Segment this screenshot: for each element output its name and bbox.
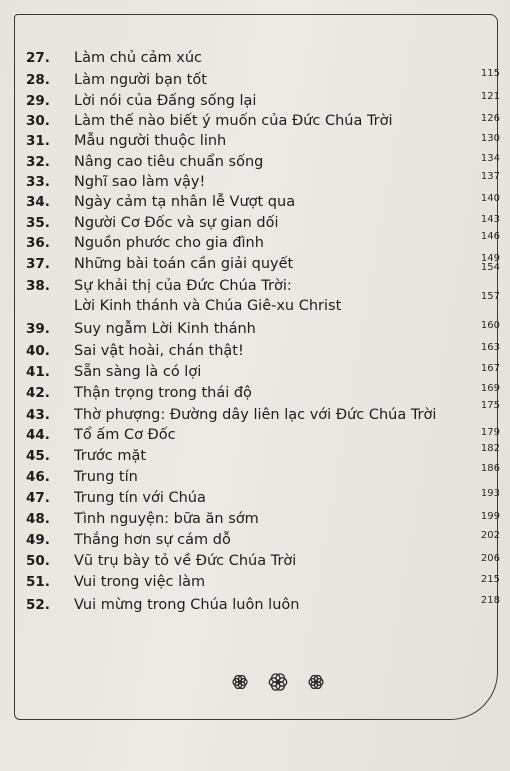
entry-page-number: 169 — [480, 383, 500, 394]
toc-entry — [0, 319, 510, 339]
toc-entry — [0, 443, 510, 466]
entry-number: 30. — [26, 113, 50, 129]
entry-number: 40. — [26, 343, 50, 359]
entry-title: Sai vật hoài, chán thật! — [74, 343, 244, 359]
toc-entry — [0, 111, 510, 131]
toc-entry — [0, 70, 510, 90]
entry-title: Mẫu người thuộc linh — [74, 133, 227, 149]
entry-page-number: 140 — [480, 193, 500, 204]
entry-page-number: 134 — [480, 153, 500, 164]
entry-page-number: 163 — [480, 342, 500, 353]
toc-entry — [0, 362, 510, 382]
entry-title: Làm chủ cảm xúc — [74, 50, 202, 66]
entry-page-number: 115 — [480, 68, 500, 79]
toc-entry — [0, 341, 510, 361]
entry-title: Sự khải thị của Đức Chúa Trời: — [74, 278, 292, 294]
entry-title: Nguồn phước cho gia đình — [74, 235, 264, 251]
entry-page-number: 199 — [480, 511, 500, 522]
entry-page-number: 206 — [480, 553, 500, 564]
entry-number: 38. — [26, 278, 50, 294]
entry-number: 45. — [26, 448, 50, 464]
entry-title: Trung tín — [74, 469, 138, 485]
entry-number: 33. — [26, 174, 50, 190]
entry-title: Thắng hơn sự cám dỗ — [74, 532, 231, 548]
entry-page-number: 121 — [480, 91, 500, 102]
entry-number: 28. — [26, 72, 50, 88]
entry-page-number: 193 — [480, 488, 500, 499]
entry-page-number: 179 — [480, 427, 500, 438]
toc-entry — [0, 509, 510, 529]
entry-title: Thận trọng trong thái độ — [74, 385, 252, 401]
flower-icon — [269, 674, 286, 690]
entry-number: 46. — [26, 469, 50, 485]
entry-title: Trung tín với Chúa — [74, 490, 206, 506]
toc-entry — [0, 48, 510, 68]
entry-number: 29. — [26, 93, 50, 109]
entry-title: Tổ ấm Cơ Đốc — [74, 427, 176, 443]
flower-icon — [233, 676, 247, 689]
entry-page-number: 143 — [480, 214, 500, 225]
toc-entry — [0, 172, 510, 192]
entry-page-number: 157 — [480, 291, 500, 302]
entry-number: 50. — [26, 553, 50, 569]
entry-number: 47. — [26, 490, 50, 506]
toc-entry — [0, 400, 510, 425]
entry-title: Nghĩ sao làm vậy! — [74, 174, 206, 190]
entry-title: Tình nguyện: bữa ăn sớm — [74, 511, 259, 527]
entry-title: Người Cơ Đốc và sự gian dối — [74, 215, 279, 231]
toc-entry — [0, 595, 510, 615]
entry-page-number: 130 — [480, 133, 500, 144]
entry-title: Làm người bạn tốt — [74, 72, 207, 88]
entry-number: 51. — [26, 574, 50, 590]
entry-title: Thờ phượng: Đường dây liên lạc với Đức Chúa Trời — [74, 407, 437, 423]
entry-number: 48. — [26, 511, 50, 527]
entry-page-number: 202 — [480, 530, 500, 541]
entry-title: Suy ngẫm Lời Kinh thánh — [74, 321, 256, 337]
toc-entry — [0, 572, 510, 592]
entry-number: 34. — [26, 194, 50, 210]
entry-title: Vũ trụ bày tỏ về Đức Chúa Trời — [74, 553, 297, 569]
entry-number: 42. — [26, 385, 50, 401]
toc-entry — [0, 551, 510, 571]
toc-entry — [0, 425, 510, 445]
entry-title: Lời Kinh thánh và Chúa Giê-xu Christ — [74, 298, 342, 314]
toc-entry — [0, 463, 510, 487]
toc-entry — [0, 131, 510, 151]
toc-entry — [0, 291, 510, 316]
toc-entry — [0, 530, 510, 550]
entry-page-number: 175 — [480, 400, 500, 411]
entry-title: Vui mừng trong Chúa luôn luôn — [74, 597, 300, 613]
entry-page-number: 186 — [480, 463, 500, 474]
toc-entry — [0, 152, 510, 172]
entry-title: Ngày cảm tạ nhân lễ Vượt qua — [74, 194, 296, 210]
toc-entry — [0, 233, 510, 253]
toc-entry — [0, 213, 510, 233]
entry-number: 37. — [26, 256, 50, 272]
toc-entry — [0, 91, 510, 111]
entry-number: 44. — [26, 427, 50, 443]
entry-number: 43. — [26, 407, 50, 423]
entry-title: Nâng cao tiêu chuẩn sống — [74, 154, 264, 170]
toc-entry — [0, 488, 510, 508]
flower-icon — [309, 676, 323, 689]
entry-number: 36. — [26, 235, 50, 251]
ornament-divider — [228, 670, 328, 694]
entry-page-number: 154 — [480, 262, 500, 273]
entry-title: Làm thế nào biết ý muốn của Đức Chúa Trời — [74, 113, 393, 129]
entry-number: 49. — [26, 532, 50, 548]
toc-entry — [0, 192, 510, 212]
entry-title: Lời nói của Đấng sống lại — [74, 93, 257, 109]
entry-page-number: 182 — [480, 443, 500, 454]
entry-page-number: 160 — [480, 320, 500, 331]
entry-number: 31. — [26, 133, 50, 149]
entry-number: 32. — [26, 154, 50, 170]
entry-number: 41. — [26, 364, 50, 380]
entry-number: 27. — [26, 50, 50, 66]
toc-entry — [0, 383, 510, 403]
entry-number: 52. — [26, 597, 50, 613]
entry-title: Sẵn sàng là có lợi — [74, 364, 202, 380]
entry-title: Những bài toán cần giải quyết — [74, 256, 294, 272]
toc-entry — [0, 254, 510, 274]
entry-page-number: 218 — [480, 595, 500, 606]
entry-page-number: 137 — [480, 171, 500, 182]
entry-title: Trước mặt — [74, 448, 147, 464]
entry-page-number: 146 — [480, 231, 500, 242]
entry-page-number: 215 — [480, 574, 500, 585]
entry-page-number: 167 — [480, 363, 500, 374]
entry-title: Vui trong việc làm — [74, 574, 206, 590]
entry-number: 35. — [26, 215, 50, 231]
entry-page-number: 126 — [480, 113, 500, 124]
entry-number: 39. — [26, 321, 50, 337]
entry-page-number: 149 — [480, 253, 500, 264]
